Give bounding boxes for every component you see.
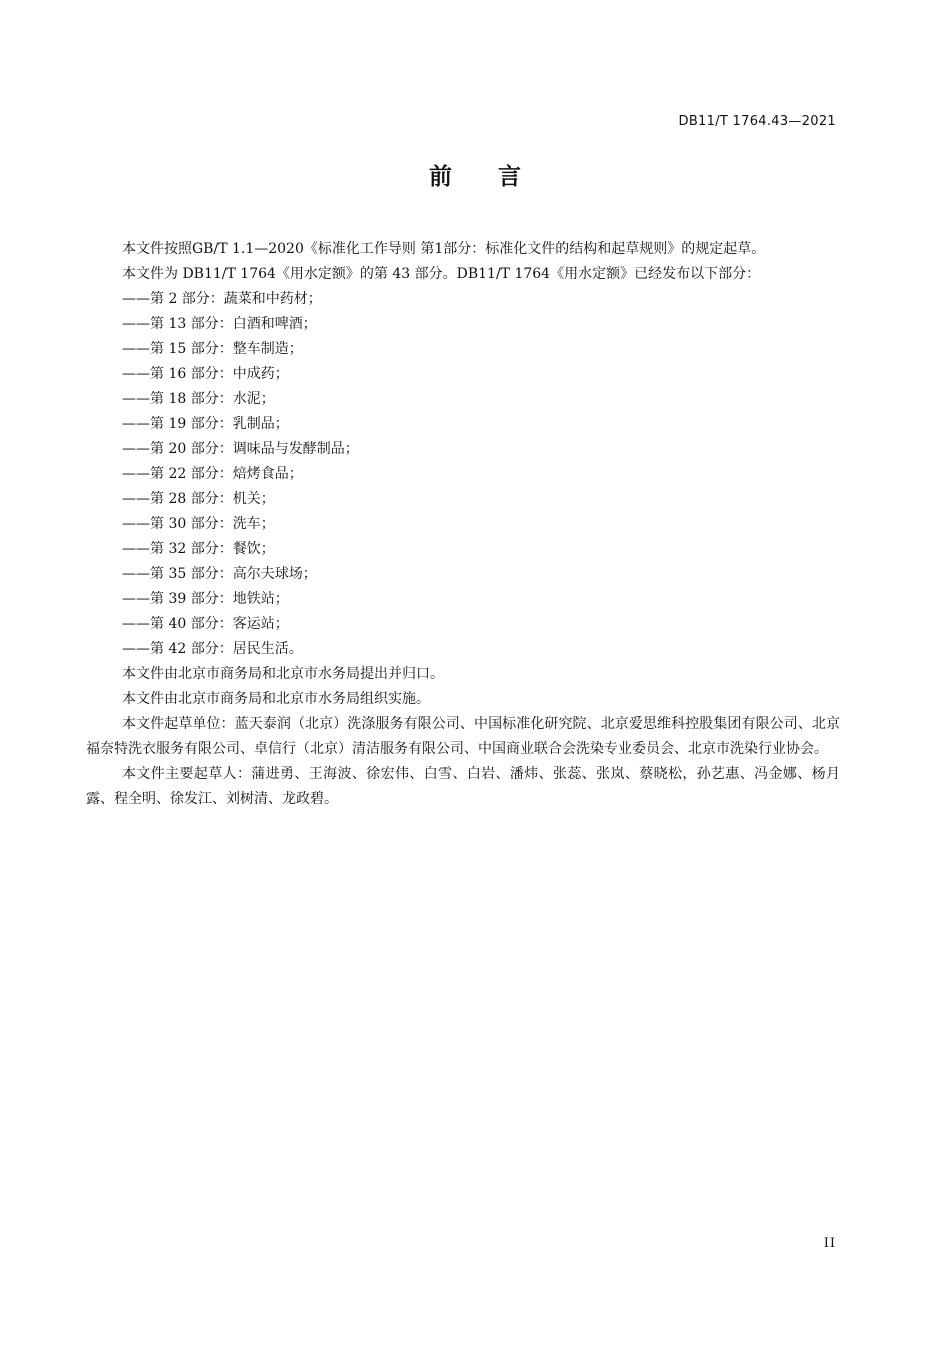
list-item: ——第 35 部分：高尔夫球场； <box>122 566 317 582</box>
list-item: ——第 16 部分：中成药； <box>122 366 289 382</box>
list-item: ——第 30 部分：洗车； <box>122 516 275 532</box>
list-item: ——第 22 部分：焙烤食品； <box>122 466 303 482</box>
proposed-by-paragraph: 本文件由北京市商务局和北京市水务局提出并归口。 <box>122 666 444 682</box>
published-parts-list <box>86 287 840 662</box>
list-item: ——第 28 部分：机关； <box>122 491 275 507</box>
list-item: ——第 18 部分：水泥； <box>122 391 275 407</box>
list-item: ——第 39 部分：地铁站； <box>122 591 289 607</box>
list-item: ——第 13 部分：白酒和啤酒； <box>122 316 317 332</box>
intro-paragraph-2: 本文件为 DB11/T 1764《用水定额》的第 43 部分。DB11/T 1764《用水定额》已经发布以下部分： <box>122 266 761 282</box>
list-item: ——第 20 部分：调味品与发酵制品； <box>122 441 359 457</box>
drafting-units-paragraph: 本文件起草单位：蓝天泰润（北京）洗涤服务有限公司、中国标准化研究院、北京爱思维科控股集团有限公司、北京福奈特洗衣服务有限公司、卓信行（北京）清洁服务有限公司、中国商业联合会洗染专业委员会、北京市洗染行业协会。 <box>86 716 840 757</box>
list-item: ——第 42 部分：居民生活。 <box>122 641 303 657</box>
organized-by-paragraph: 本文件由北京市商务局和北京市水务局组织实施。 <box>122 691 430 707</box>
page-number: II <box>823 1236 836 1251</box>
list-item: ——第 2 部分：蔬菜和中药材； <box>122 291 322 307</box>
drafters-paragraph: 本文件主要起草人：蒲进勇、王海波、徐宏伟、白雪、白岩、潘炜、张蕊、张岚、蔡晓松，孙艺惠、冯金娜、杨月露、程全明、徐发江、刘树清、龙政碧。 <box>86 766 840 807</box>
list-item: ——第 32 部分：餐饮； <box>122 541 275 557</box>
title-char-1: 前 <box>429 164 452 190</box>
list-item: ——第 40 部分：客运站； <box>122 616 289 632</box>
list-item: ——第 15 部分：整车制造； <box>122 341 303 357</box>
page-title <box>0 158 950 191</box>
foreword-body <box>86 237 840 812</box>
list-item: ——第 19 部分：乳制品； <box>122 416 289 432</box>
intro-paragraph-1: 本文件按照GB/T 1.1—2020《标准化工作导则 第1部分：标准化文件的结构和起草规则》的规定起草。 <box>122 241 766 257</box>
document-code: DB11/T 1764.43—2021 <box>678 114 836 129</box>
title-char-2: 言 <box>498 164 521 190</box>
